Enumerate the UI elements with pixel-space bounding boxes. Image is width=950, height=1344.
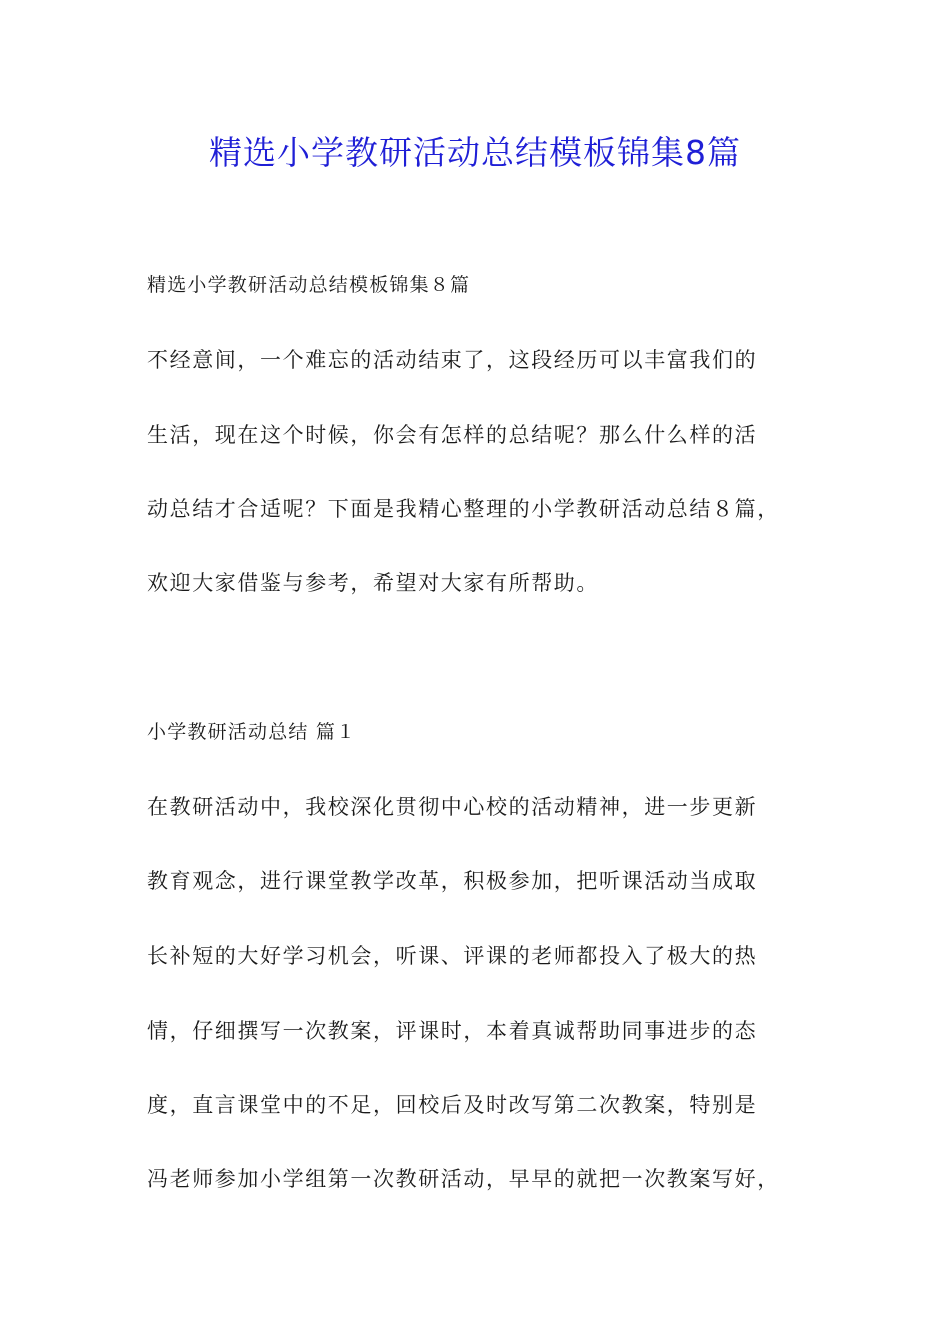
document-subtitle: 精选小学教研活动总结模板锦集８篇 (147, 274, 471, 296)
section-line-3: 长补短的大好学习机会，听课、评课的老师都投入了极大的热 (147, 944, 758, 968)
intro-line-4: 欢迎大家借鉴与参考，希望对大家有所帮助。 (147, 571, 599, 595)
section-line-1: 在教研活动中，我校深化贯彻中心校的活动精神，进一步更新 (147, 795, 758, 819)
intro-line-3: 动总结才合适呢？下面是我精心整理的小学教研活动总结８篇， (147, 497, 780, 521)
intro-line-1: 不经意间，一个难忘的活动结束了，这段经历可以丰富我们的 (147, 348, 758, 372)
section-line-5: 度，直言课堂中的不足，回校后及时改写第二次教案，特别是 (147, 1093, 758, 1117)
section-line-6: 冯老师参加小学组第一次教研活动，早早的就把一次教案写好， (147, 1167, 780, 1191)
section-line-4: 情，仔细撰写一次教案，评课时，本着真诚帮助同事进步的态 (147, 1019, 758, 1043)
document-title: 精选小学教研活动总结模板锦集8篇 (209, 133, 741, 172)
section-heading: 小学教研活动总结 篇１ (147, 721, 357, 743)
intro-line-2: 生活，现在这个时候，你会有怎样的总结呢？那么什么样的活 (147, 423, 758, 447)
section-line-2: 教育观念，进行课堂教学改革，积极参加，把听课活动当成取 (147, 869, 758, 893)
